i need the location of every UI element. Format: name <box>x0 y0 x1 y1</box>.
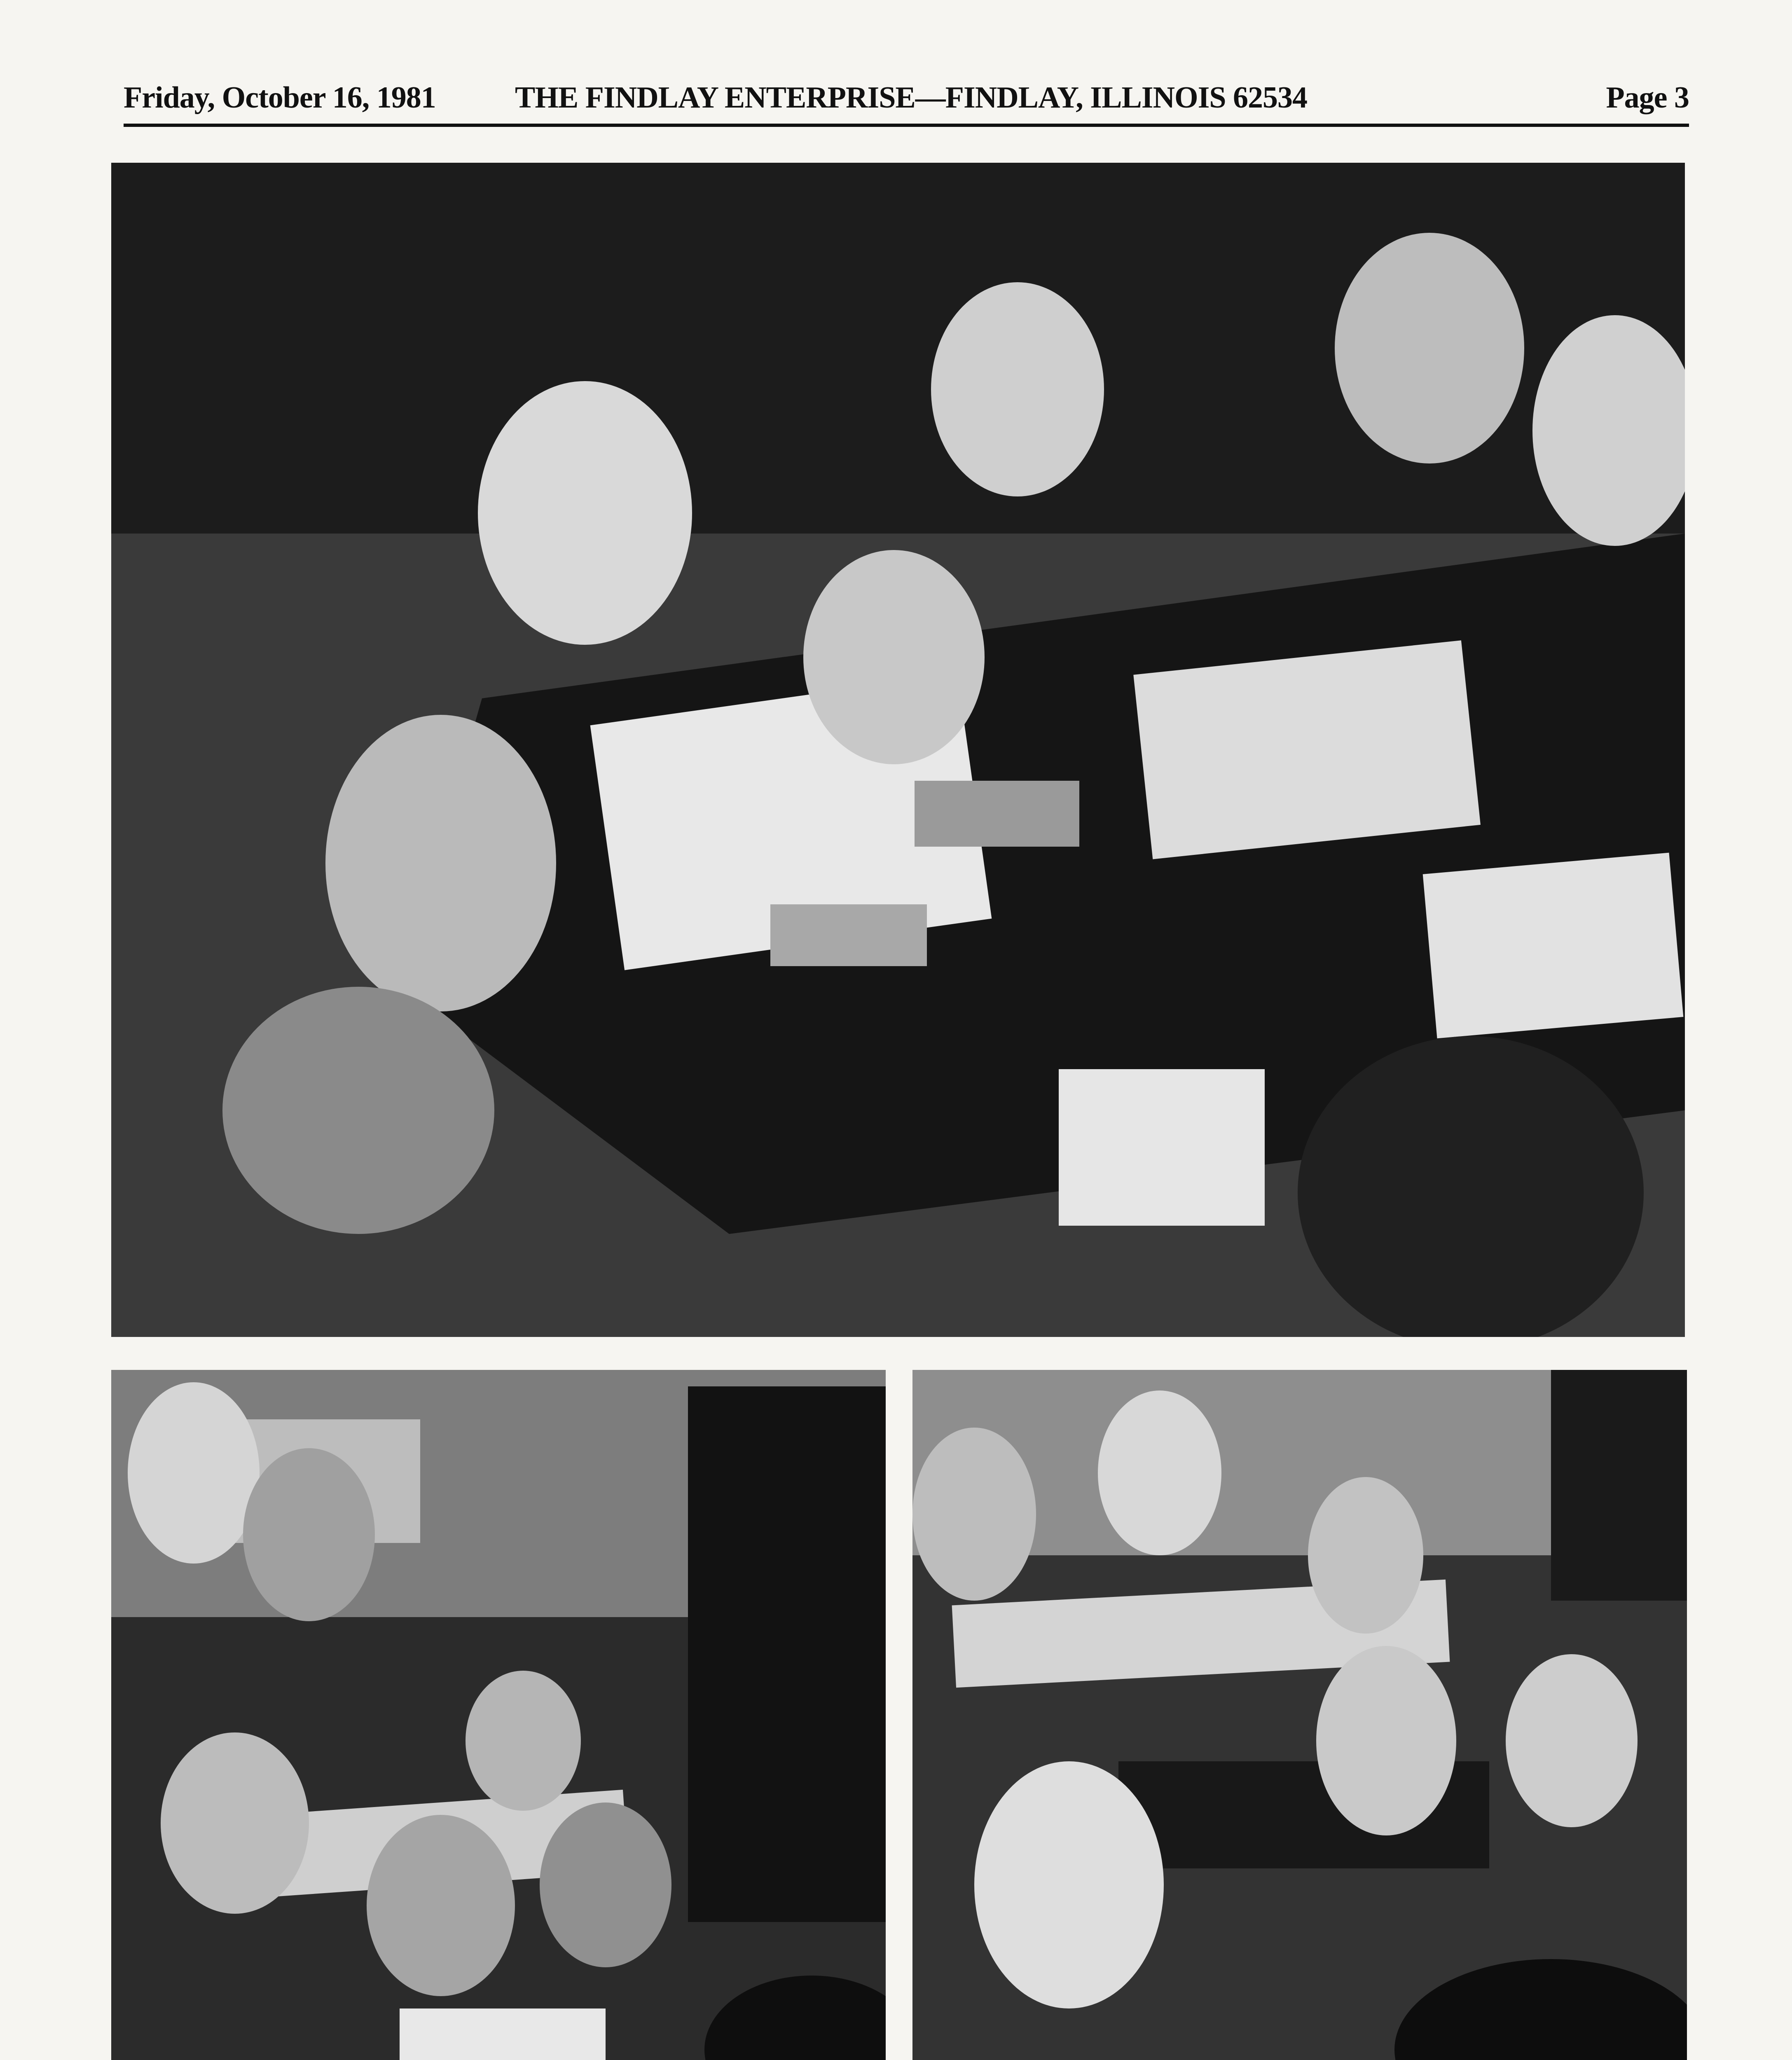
photo-bottom-right-illustration <box>912 1370 1687 2060</box>
paper-name: THE FINDLAY ENTERPRISE—FINDLAY, ILLINOIS 62534 <box>515 81 1308 115</box>
page-number: Page 3 <box>1606 81 1689 115</box>
photo-bottom-left-illustration <box>111 1370 886 2060</box>
reading-hour-photo-bottom-left <box>111 1370 886 2060</box>
masthead <box>124 72 1689 126</box>
reading-hour-photo-top <box>111 163 1685 1337</box>
photo-top-illustration <box>111 163 1685 1337</box>
reading-hour-photo-bottom-right <box>912 1370 1687 2060</box>
issue-date: Friday, October 16, 1981 <box>124 81 436 115</box>
masthead-rule <box>124 124 1689 127</box>
